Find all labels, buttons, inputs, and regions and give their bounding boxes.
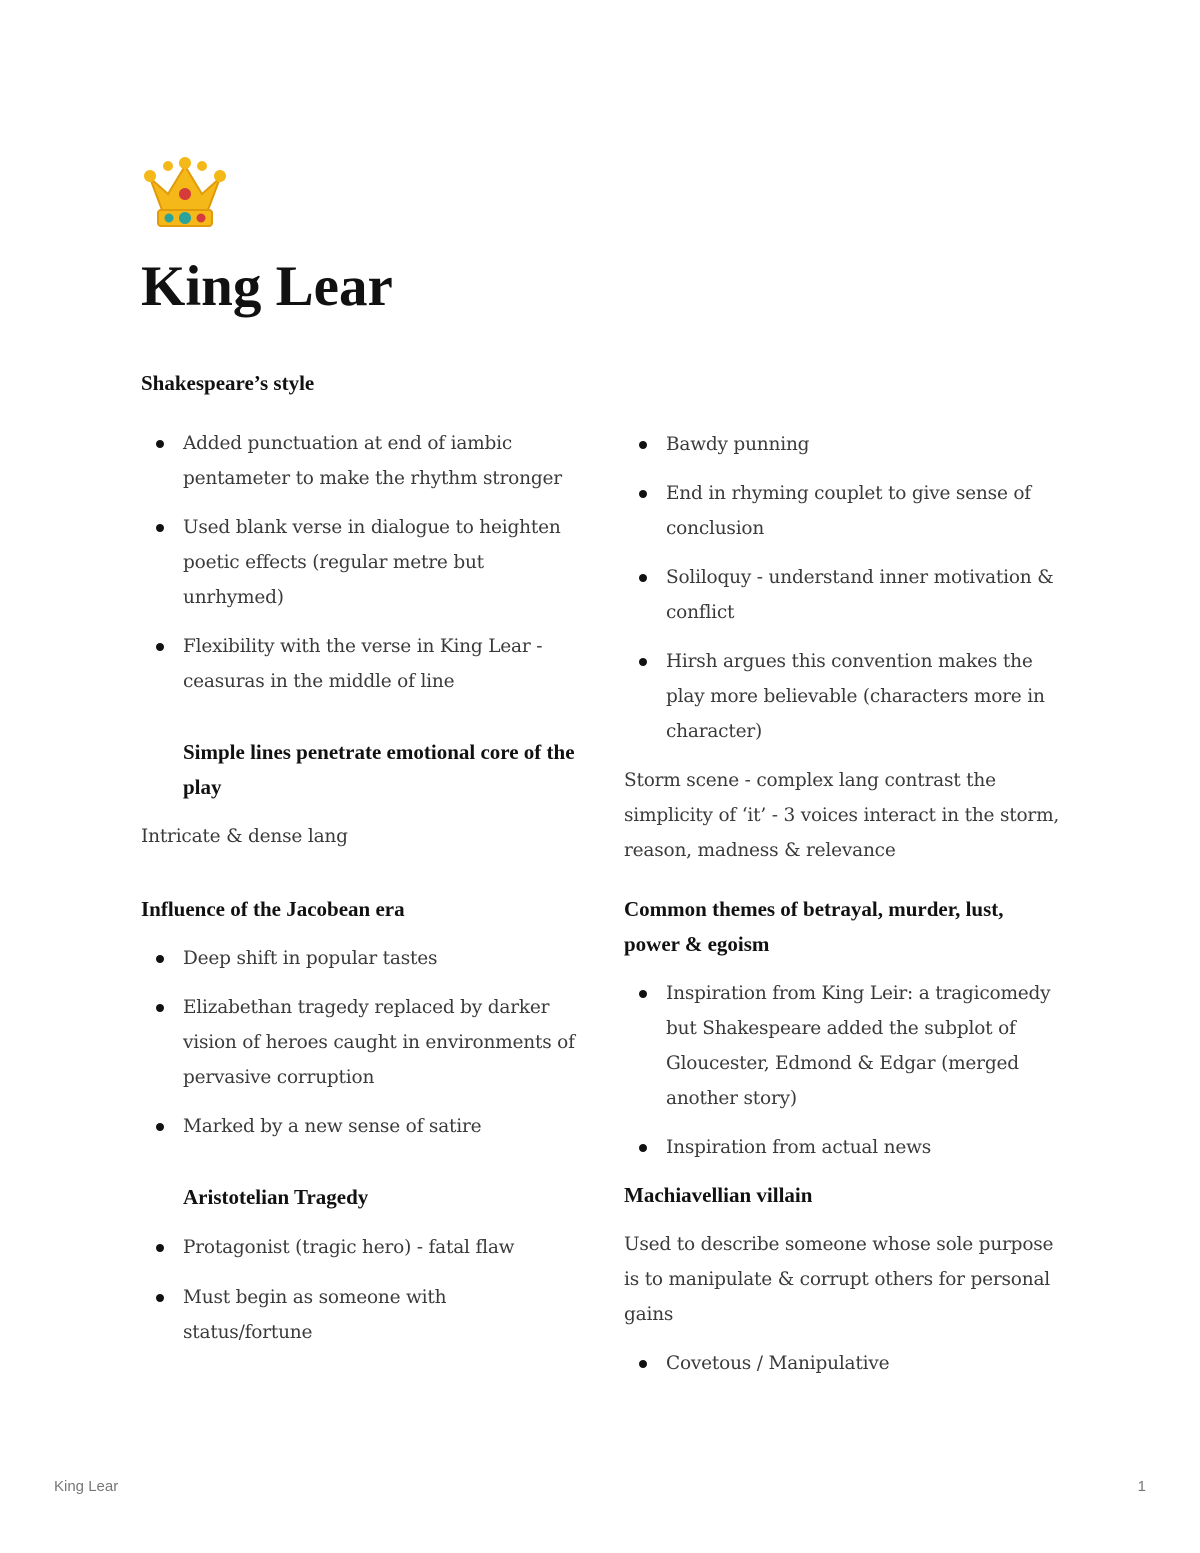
bullet-icon [639, 1144, 647, 1152]
list-item: Marked by a new sense of satire [141, 1109, 581, 1144]
heading-jacobean-era: Influence of the Jacobean era [141, 897, 405, 921]
list-item: Added punctuation at end of iambic pentameter to make the rhythm stronger [141, 426, 581, 496]
list-item: Covetous / Manipulative [624, 1346, 1064, 1381]
subheading-simple-lines: Simple lines penetrate emotional core of the play [183, 740, 575, 799]
bullet-icon [639, 990, 647, 998]
list-item: Elizabethan tragedy replaced by darker vision of heroes caught in environments of pervasive corruption [141, 990, 581, 1095]
list-item: Soliloquy - understand inner motivation & conflict [624, 560, 1064, 630]
page-title: King Lear [141, 255, 393, 318]
bullet-icon [639, 574, 647, 582]
machiavellian-list [624, 1346, 1064, 1381]
heading-common-themes: Common themes of betrayal, murder, lust, power & egoism [624, 897, 1004, 956]
crown-icon [142, 152, 228, 236]
right-column [624, 427, 1064, 1381]
list-item: End in rhyming couplet to give sense of conclusion [624, 476, 1064, 546]
left-column [141, 366, 581, 1350]
list-item: Must begin as someone with status/fortune [141, 1280, 581, 1350]
heading-machiavellian-villain: Machiavellian villain [624, 1183, 813, 1207]
bullet-icon [639, 490, 647, 498]
bullet-icon [156, 524, 164, 532]
jacobean-list [141, 941, 581, 1144]
list-item: Hirsh argues this convention makes the play more believable (characters more in character) [624, 644, 1064, 749]
bullet-icon [156, 643, 164, 651]
bullet-icon [639, 441, 647, 449]
footer-title: King Lear [54, 1478, 119, 1495]
bullet-icon [156, 1294, 164, 1302]
heading-shakespeare-style: Shakespeare’s style [141, 371, 315, 395]
paragraph-storm-scene: Storm scene - complex lang contrast the simplicity of ‘it’ - 3 voices interact in the storm, reason, madness & relevance [624, 770, 1060, 861]
bullet-icon [639, 658, 647, 666]
aristotelian-list [141, 1230, 581, 1350]
themes-list [624, 976, 1064, 1165]
bullet-icon [156, 1004, 164, 1012]
style-list [141, 426, 581, 699]
bullet-icon [156, 1244, 164, 1252]
list-item: Bawdy punning [624, 427, 1064, 462]
list-item: Inspiration from King Leir: a tragicomedy but Shakespeare added the subplot of Gloucester, Edmond & Edgar (merged another story) [624, 976, 1064, 1116]
style-list-continued [624, 427, 1064, 749]
bullet-icon [156, 1123, 164, 1131]
list-item: Used blank verse in dialogue to heighten poetic effects (regular metre but unrhymed) [141, 510, 581, 615]
paragraph-machiavellian: Used to describe someone whose sole purpose is to manipulate & corrupt others for personal gains [624, 1234, 1054, 1325]
paragraph-intricate: Intricate & dense lang [141, 826, 348, 847]
list-item: Deep shift in popular tastes [141, 941, 581, 976]
list-item: Flexibility with the verse in King Lear - ceasuras in the middle of line [141, 629, 581, 699]
list-item: Inspiration from actual news [624, 1130, 1064, 1165]
footer-page-number: 1 [1137, 1478, 1146, 1495]
bullet-icon [639, 1360, 647, 1368]
bullet-icon [156, 955, 164, 963]
list-item: Protagonist (tragic hero) - fatal flaw [141, 1230, 581, 1265]
subheading-aristotelian: Aristotelian Tragedy [183, 1185, 369, 1209]
bullet-icon [156, 440, 164, 448]
